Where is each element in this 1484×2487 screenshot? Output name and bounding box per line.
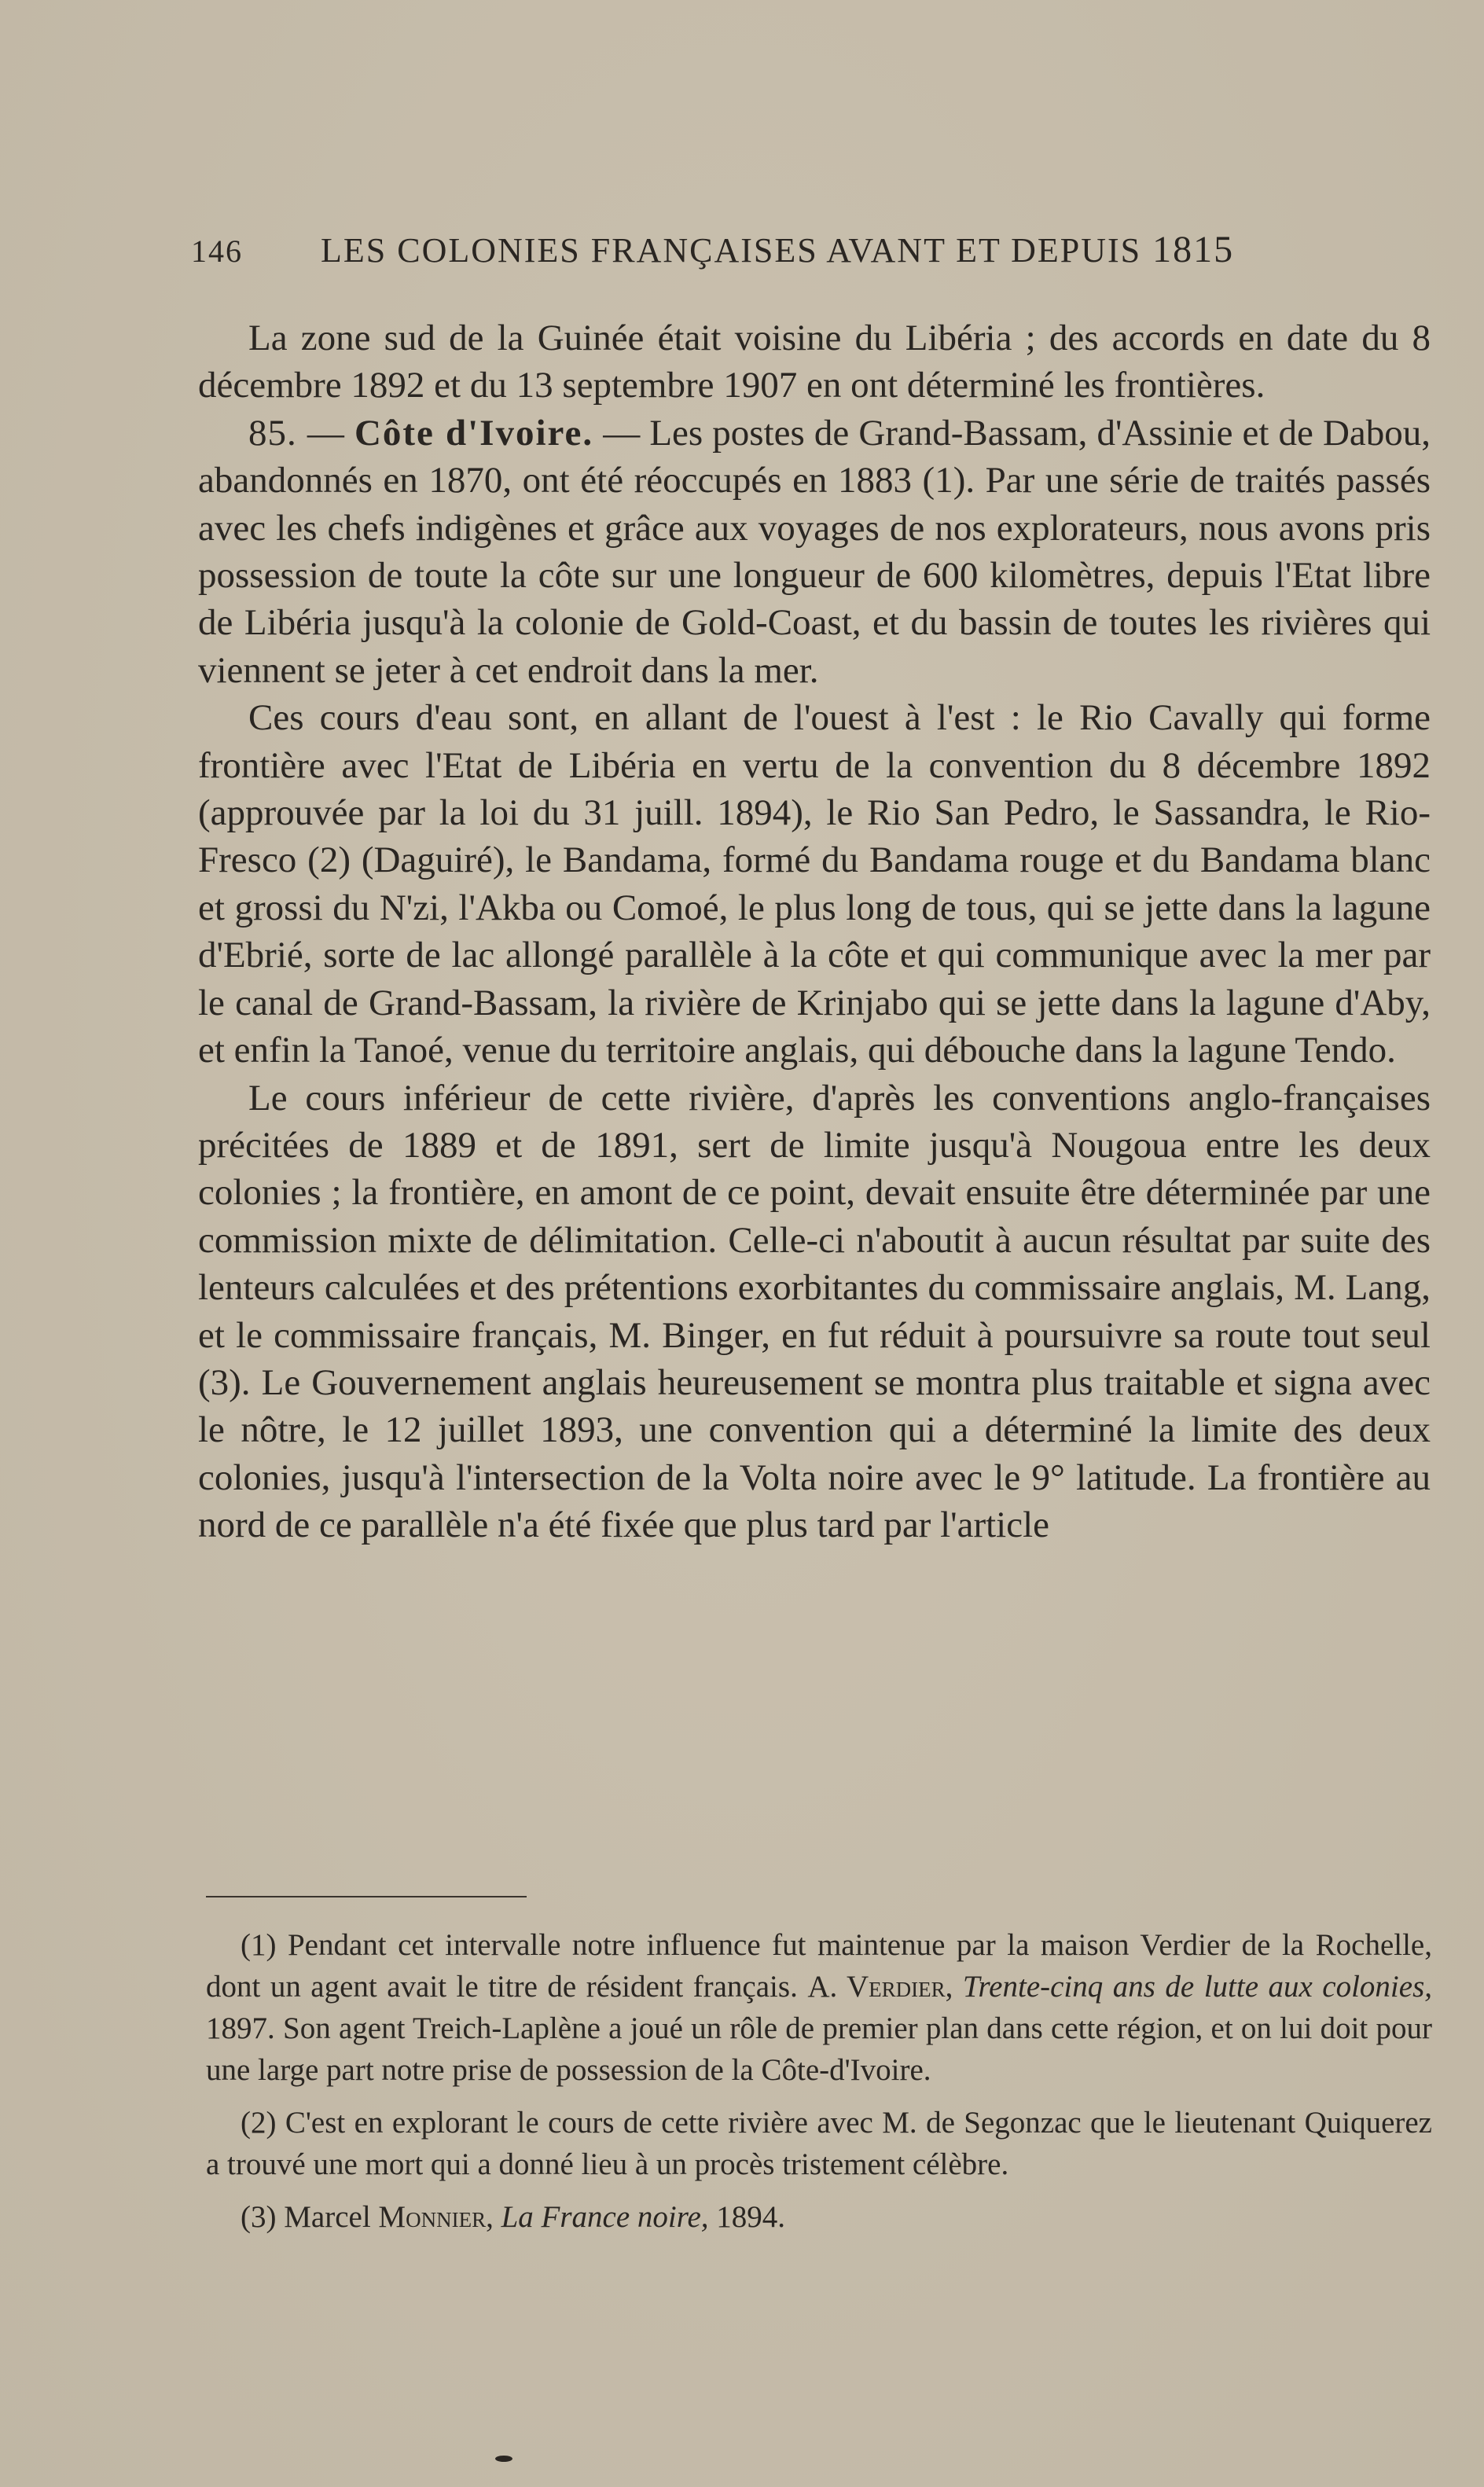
paragraph-guinea: La zone sud de la Guinée était voisine du Libéria ; des accords en date du 8 décembre 1892 et du 13 septembre 1907 en ont déterminé les frontières.	[198, 318, 1431, 406]
footnote-3-prefix: (3) Marcel	[241, 2200, 371, 2234]
footnote-3-author: Monnier,	[378, 2200, 494, 2234]
running-title: LES COLONIES FRANÇAISES AVANT ET DEPUIS	[321, 231, 1142, 270]
section-title: Côte d'Ivoire.	[354, 412, 594, 454]
footnote-1-text-a: (1) Pendant cet intervalle notre influence fut maintenue par la maison Verdier de la Rochelle, dont un agent avait le titre de résident français.	[206, 1928, 1432, 2004]
footnote-1-author: A. Verdier,	[807, 1970, 953, 2004]
footnote-1	[206, 1924, 1432, 2091]
paragraph-section-85	[198, 410, 1431, 694]
footnote-3	[206, 2196, 1432, 2238]
running-title-year: 1815	[1152, 229, 1235, 270]
footnote-3-work: La France noire,	[501, 2200, 709, 2234]
footnotes	[206, 1924, 1432, 2249]
footnote-1-work: Trente-cinq ans de lutte aux colonies,	[962, 1970, 1433, 2004]
section-text: — Les postes de Grand-Bassam, d'Assinie et de Dabou, abandonnés en 1870, ont été réoccupés en 1883 (1). Par une série de traités passés avec les chefs indigènes et grâce aux voyages de nos explorateurs, nous avons pris possession de toute la côte sur une longueur de 600 kilomètres, depuis l'Etat libre de Libéria jusqu'à la colonie de Gold-Coast, et du bassin de toutes les rivières qui viennent se jeter à cet endroit dans la mer.	[198, 412, 1431, 691]
printer-ornament	[495, 2456, 512, 2462]
page-number: 146	[191, 233, 243, 269]
footnote-1-text-b: 1897. Son agent Treich-Laplène a joué un rôle de premier plan dans cette région, et on lui doit pour une large part notre prise de possession de la Côte-d'Ivoire.	[206, 2011, 1432, 2087]
footnote-2: (2) C'est en explorant le cours de cette rivière avec M. de Segonzac que le lieutenant Quiquerez a trouvé une mort qui a donné lieu à un procès tristement célèbre.	[206, 2106, 1432, 2181]
paragraph-rivers: Ces cours d'eau sont, en allant de l'ouest à l'est : le Rio Cavally qui forme frontière avec l'Etat de Libéria en vertu de la convention du 8 décembre 1892 (approuvée par la loi du 31 juill. 1894), le Rio San Pedro, le Sassandra, le Rio-Fresco (2) (Daguiré), le Bandama, formé du Bandama rouge et du Bandama blanc et grossi du N'zi, l'Akba ou Comoé, le plus long de tous, qui se jette dans la lagune d'Ebrié, sorte de lac allongé parallèle à la côte et qui communique avec la mer par le canal de Grand-Bassam, la rivière de Krinjabo qui se jette dans la lagune d'Aby, et enfin la Tanoé, venue du territoire anglais, qui débouche dans la lagune Tendo.	[198, 697, 1431, 1071]
footnote-rule	[206, 1896, 527, 1897]
running-head	[191, 228, 1307, 271]
body-text	[198, 314, 1431, 1549]
section-number: 85. —	[248, 412, 345, 454]
paragraph-frontier: Le cours inférieur de cette rivière, d'après les conventions anglo-françaises précitées de 1889 et de 1891, sert de limite jusqu'à Nougoua entre les deux colonies ; la frontière, en amont de ce point, devait ensuite être déterminée par une commission mixte de délimitation. Celle-ci n'aboutit à aucun résultat par suite des lenteurs calculées et des prétentions exorbitantes du commissaire anglais, M. Lang, et le commissaire français, M. Binger, en fut réduit à poursuivre sa route tout seul (3). Le Gouvernement anglais heureusement se montra plus traitable et signa avec le nôtre, le 12 juillet 1893, une convention qui a déterminé la limite des deux colonies, jusqu'à l'intersection de la Volta noire avec le 9° latitude. La frontière au nord de ce parallèle n'a été fixée que plus tard par l'article	[198, 1077, 1431, 1546]
footnote-3-year: 1894.	[716, 2200, 786, 2234]
